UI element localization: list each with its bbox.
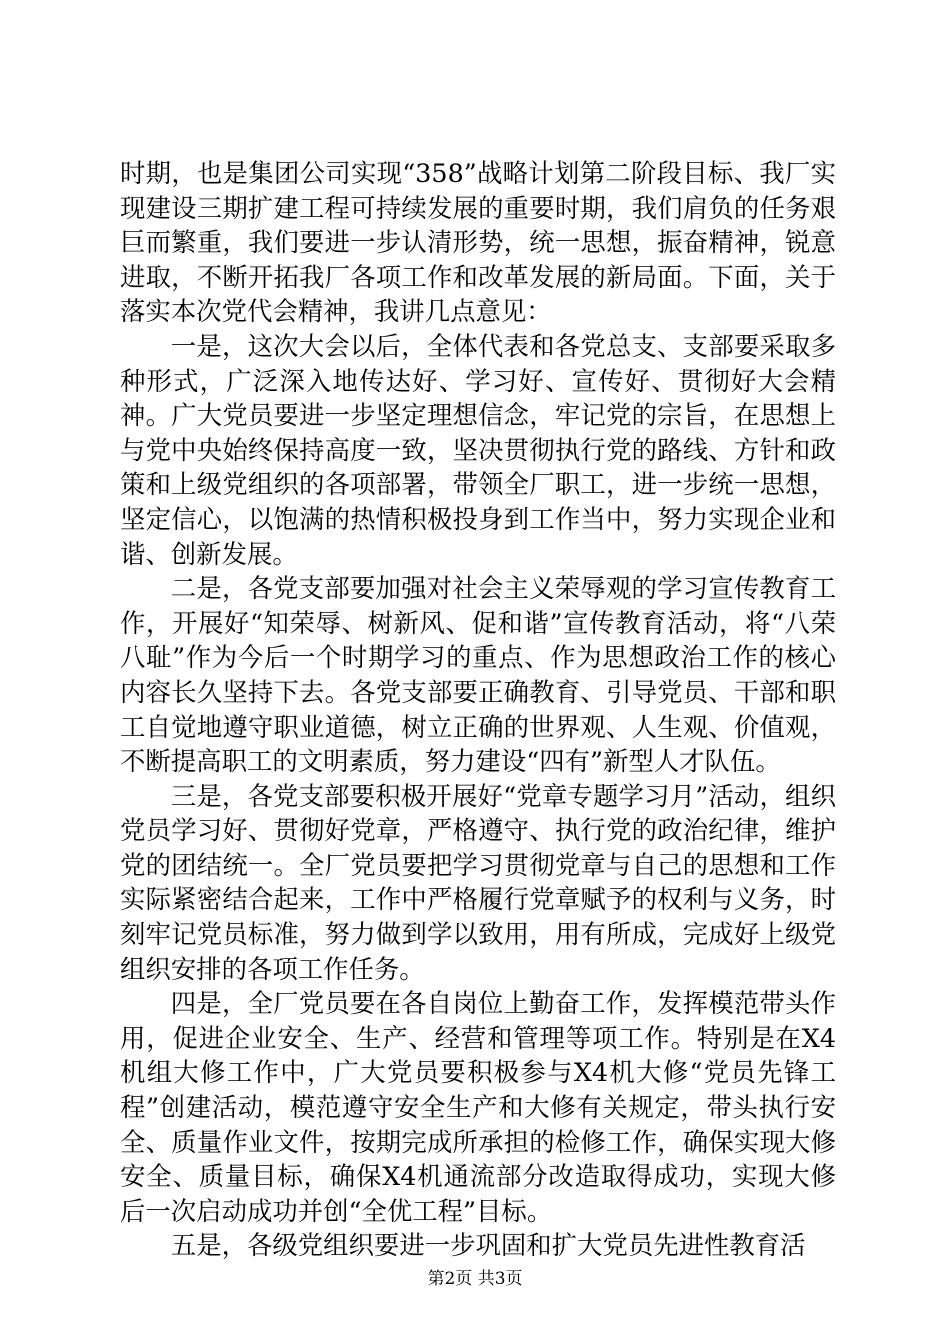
paragraph-continuation: 时期，也是集团公司实现“358”战略计划第二阶段目标、我厂实现建设三期扩建工程可持续发展的重要时期，我们肩负的任务艰巨而繁重，我们要进一步认清形势，统一思想，振奋精神，锐意进取，不断开拓我厂各项工作和改革发展的新局面。下面，关于落实本次党代会精神，我讲几点意见：: [120, 158, 836, 327]
paragraph-point-one: 一是，这次大会以后，全体代表和各党总支、支部要采取多种形式，广泛深入地传达好、学习好、宣传好、贯彻好大会精神。广大党员要进一步坚定理想信念，牢记党的宗旨，在思想上与党中央始终保持高度一致，坚决贯彻执行党的路线、方针和政策和上级党组织的各项部署，带领全厂职工，进一步统一思想，坚定信心，以饱满的热情积极投身到工作当中，努力实现企业和谐、创新发展。: [120, 330, 836, 569]
paragraph-point-four: 四是，全厂党员要在各自岗位上勤奋工作，发挥模范带头作用，促进企业安全、生产、经营和管理等项工作。特别是在X4机组大修工作中，广大党员要积极参与X4机大修“党员先锋工程”创建活动，模范遵守安全生产和大修有关规定，带头执行安全、质量作业文件，按期完成所承担的检修工作，确保实现大修安全、质量目标，确保X4机通流部分改造取得成功，实现大修后一次启动成功并创“全优工程”目标。: [120, 988, 836, 1226]
paragraph-point-five: 五是，各级党组织要进一步巩固和扩大党员先进性教育活: [170, 1230, 806, 1261]
page-footer: [0, 1268, 950, 1290]
paragraph-point-three: 三是，各党支部要积极开展好“党章专题学习月”活动，组织党员学习好、贯彻好党章，严格遵守、执行党的政治纪律，维护党的团结统一。全厂党员要把学习贯彻党章与自己的思想和工作实际紧密结合起来，工作中严格履行党章赋予的权利与义务，时刻牢记党员标准，努力做到学以致用，用有所成，完成好上级党组织安排的各项工作任务。: [120, 780, 836, 984]
paragraph-point-two: 二是，各党支部要加强对社会主义荣辱观的学习宣传教育工作，开展好“知荣辱、树新风、促和谐”宣传教育活动，将“八荣八耻”作为今后一个时期学习的重点、作为思想政治工作的核心内容长久坚持下去。各党支部要正确教育、引导党员、干部和职工自觉地遵守职业道德，树立正确的世界观、人生观、价值观，不断提高职工的文明素质，努力建设“四有”新型人才队伍。: [120, 573, 836, 777]
page-number-label: 第2页 共3页: [427, 1269, 523, 1289]
document-body: [120, 156, 836, 1263]
